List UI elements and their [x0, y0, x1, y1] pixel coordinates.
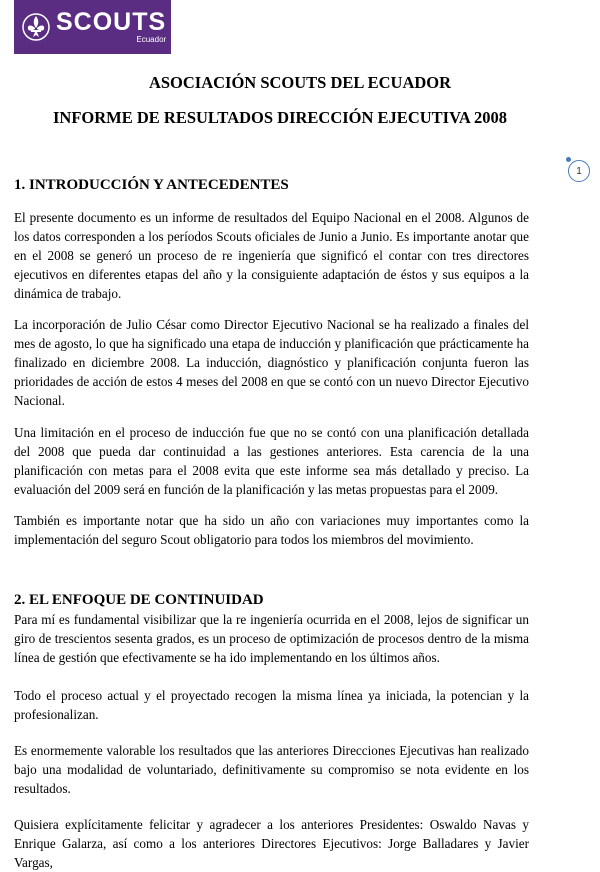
paragraph: Para mí es fundamental visibilizar que la re ingeniería ocurrida en el 2008, lejos de significar un giro de trescientos sesenta grados, es un proceso de optimización de procesos dentro de la misma línea de gestión que efectivamente se ha ido implementando en los últimos años.: [14, 612, 529, 665]
paragraph: Todo el proceso actual y el proyectado recogen la misma línea ya iniciada, la potencian y la profesionalizan.: [14, 688, 529, 722]
paragraph: Es enormemente valorable los resultados que las anteriores Direcciones Ejecutivas han realizado bajo una modalidad de voluntariado, definitivamente su compromiso se nota evidente en los resultados.: [14, 743, 529, 796]
document-title-report: INFORME DE RESULTADOS DIRECCIÓN EJECUTIVA 2008: [53, 108, 507, 127]
section-heading-continuidad: 2. EL ENFOQUE DE CONTINUIDAD: [14, 592, 264, 608]
paragraph: El presente documento es un informe de resultados del Equipo Nacional en el 2008. Algunos de los datos corresponden a los períodos Scouts oficiales de Junio a Junio. Es importante anotar que en el 2008 se generó un proceso de re ingeniería que significó el contar con tres directores ejecutivos en diferentes etapas del año y la consiguiente adaptación de éstos y sus equipos a la dinámica de trabajo.: [14, 210, 529, 301]
section-heading-introduccion: 1. INTRODUCCIÓN Y ANTECEDENTES: [14, 177, 289, 193]
comment-anchor-icon[interactable]: [566, 157, 571, 162]
paragraph: La incorporación de Julio César como Director Ejecutivo Nacional se ha realizado a finales del mes de agosto, lo que ha significado una etapa de inducción y planificación que prácticamente ha finalizado en diciembre 2008. La inducción, diagnóstico y planificación conjunta fueron las prioridades de acción de estos 4 meses del 2008 en que se contó con un nuevo Director Ejecutivo Nacional.: [14, 317, 529, 408]
paragraph: Quisiera explícitamente felicitar y agradecer a los anteriores Presidentes: Oswaldo Navas y Enrique Galarza, así como a los anteriores Directores Ejecutivos: Jorge Balladares y Javier Vargas,: [14, 817, 529, 870]
logo-text: [56, 10, 166, 44]
paragraph: También es importante notar que ha sido un año con variaciones muy importantes como la implementación del seguro Scout obligatorio para todos los miembros del movimiento.: [14, 513, 529, 547]
logo-word: SCOUTS: [56, 8, 167, 36]
scouts-ecuador-logo: [14, 0, 171, 54]
document-title-organization: ASOCIACIÓN SCOUTS DEL ECUADOR: [148, 73, 452, 92]
comment-marker[interactable]: 1: [568, 160, 590, 182]
paragraph: Una limitación en el proceso de inducción fue que no se contó con una planificación detallada del 2008 que pueda dar continuidad a las gestiones anteriores. Esta carencia de la una planificación con metas para el 2008 evita que este informe sea más detallado y preciso. La evaluación del 2009 será en función de la planificación y las metas propuestas para el 2009.: [14, 425, 529, 497]
fleur-de-lis-icon: [22, 11, 50, 43]
logo-subtitle: Ecuador: [136, 35, 167, 44]
